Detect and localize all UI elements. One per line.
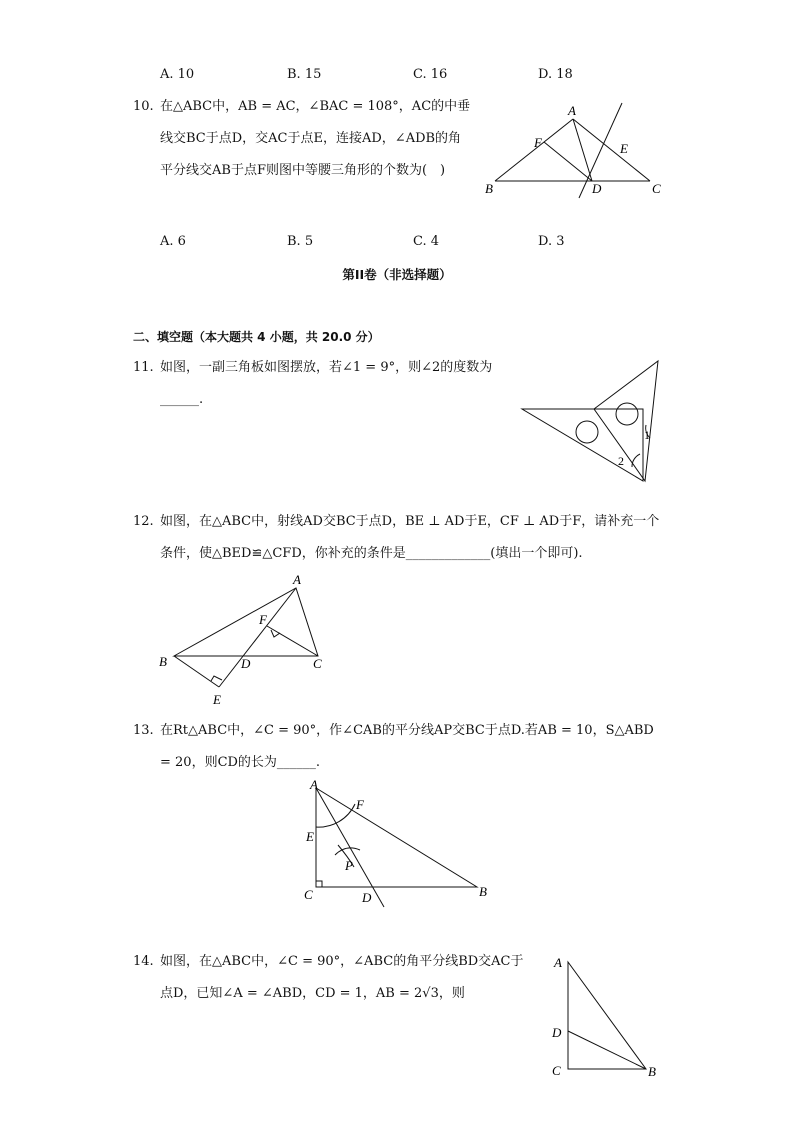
q10-line-1: 在△ABC中，AB = AC，∠BAC = 108°，AC的中垂 bbox=[160, 99, 471, 114]
q10-option-d: D. 3 bbox=[538, 234, 565, 249]
q12-number: 12. bbox=[133, 514, 154, 529]
q10-label-f: F bbox=[534, 135, 542, 150]
q10-segment-df bbox=[544, 142, 592, 181]
q14-bisector-bd bbox=[568, 1031, 646, 1069]
q11-line-1: 如图，一副三角板如图摆放，若∠1 = 9°，则∠2的度数为 bbox=[160, 360, 493, 375]
q13-label-e: E bbox=[306, 829, 314, 844]
q14-figure bbox=[545, 950, 665, 1085]
q12-right-angle-e bbox=[211, 676, 222, 681]
q10-label-b: B bbox=[485, 181, 493, 196]
q12-line-2: 条件，使△BED≌△CFD，你补充的条件是_____________(填出一个即可). bbox=[160, 546, 583, 561]
q9-option-c: C. 16 bbox=[413, 67, 448, 82]
q14-label-c: C bbox=[552, 1063, 561, 1078]
q13-label-f: F bbox=[356, 797, 364, 812]
q14-triangle-abc bbox=[568, 962, 646, 1069]
q10-number: 10. bbox=[133, 99, 154, 114]
q12-label-a: A bbox=[293, 572, 301, 587]
q12-label-f: F bbox=[259, 612, 267, 627]
q12-ray-ad bbox=[219, 588, 296, 687]
q14-label-d: D bbox=[552, 1025, 562, 1040]
q10-line-2: 线交BC于点D，交AC于点E，连接AD，∠ADB的角 bbox=[160, 131, 462, 146]
q11-triangle-ruler-1 bbox=[522, 409, 643, 481]
part-2-title: 第II卷（非选择题） bbox=[342, 267, 452, 282]
q10-option-c: C. 4 bbox=[413, 234, 440, 249]
q10-line-3: 平分线交AB于点F则图中等腰三角形的个数为( ) bbox=[160, 163, 446, 178]
q13-triangle-abc bbox=[316, 788, 477, 887]
q13-line-1: 在Rt△ABC中，∠C = 90°，作∠CAB的平分线AP交BC于点D.若AB = 10，S△ABD bbox=[160, 723, 654, 738]
q13-label-c: C bbox=[304, 887, 313, 902]
q10-figure bbox=[480, 100, 670, 200]
q13-number: 13. bbox=[133, 723, 154, 738]
q12-label-e: E bbox=[213, 692, 221, 707]
q12-segment-cf bbox=[267, 626, 318, 656]
q12-label-c: C bbox=[313, 656, 322, 671]
q13-label-a: A bbox=[310, 777, 318, 792]
q11-hole-2 bbox=[616, 403, 638, 425]
q11-figure bbox=[520, 358, 665, 486]
q11-line-2: ______. bbox=[160, 392, 204, 407]
section-2-title: 二、填空题（本大题共 4 小题，共 20.0 分） bbox=[133, 330, 380, 344]
q13-arc-p-1 bbox=[335, 848, 360, 855]
q10-segment-ab bbox=[495, 119, 573, 181]
q10-label-c: C bbox=[652, 181, 661, 196]
q11-number: 11. bbox=[133, 360, 154, 375]
q11-label-2: 2 bbox=[618, 454, 624, 468]
q11-hole-1 bbox=[576, 421, 598, 443]
q14-label-a: A bbox=[554, 955, 562, 970]
q13-figure bbox=[298, 777, 498, 909]
q10-segment-ad bbox=[573, 119, 592, 181]
q9-option-b: B. 15 bbox=[287, 67, 322, 82]
q11-triangle-ruler-2 bbox=[594, 361, 658, 481]
q9-option-a: A. 10 bbox=[160, 67, 195, 82]
q10-label-a: A bbox=[568, 103, 576, 118]
q10-option-b: B. 5 bbox=[287, 234, 314, 249]
q13-label-p: P bbox=[345, 858, 353, 873]
q12-label-d: D bbox=[241, 656, 251, 671]
q14-number: 14. bbox=[133, 954, 154, 969]
q10-label-d: D bbox=[592, 181, 602, 196]
q14-line-1: 如图，在△ABC中，∠C = 90°，∠ABC的角平分线BD交AC于 bbox=[160, 954, 524, 969]
q13-label-d: D bbox=[362, 890, 372, 905]
q14-line-2: 点D，已知∠A = ∠ABD，CD = 1，AB = 2√3，则 bbox=[160, 986, 465, 1001]
q13-arc-ef bbox=[316, 804, 355, 827]
q9-option-d: D. 18 bbox=[538, 67, 573, 82]
q13-line-2: = 20，则CD的长为______. bbox=[160, 755, 321, 770]
q12-figure bbox=[155, 570, 335, 710]
q12-label-b: B bbox=[159, 654, 167, 669]
q11-label-1: 1 bbox=[644, 428, 650, 442]
q12-triangle-abc bbox=[174, 588, 318, 656]
q14-label-b: B bbox=[648, 1064, 656, 1079]
q10-segment-ac bbox=[573, 119, 650, 181]
q10-label-e: E bbox=[620, 141, 628, 156]
q12-segment-be bbox=[174, 656, 219, 687]
q13-right-angle-c bbox=[316, 881, 322, 887]
q13-label-b: B bbox=[479, 884, 487, 899]
q12-line-1: 如图，在△ABC中，射线AD交BC于点D，BE ⊥ AD于E，CF ⊥ AD于F，请补充一个 bbox=[160, 514, 660, 529]
q10-option-a: A. 6 bbox=[160, 234, 186, 249]
